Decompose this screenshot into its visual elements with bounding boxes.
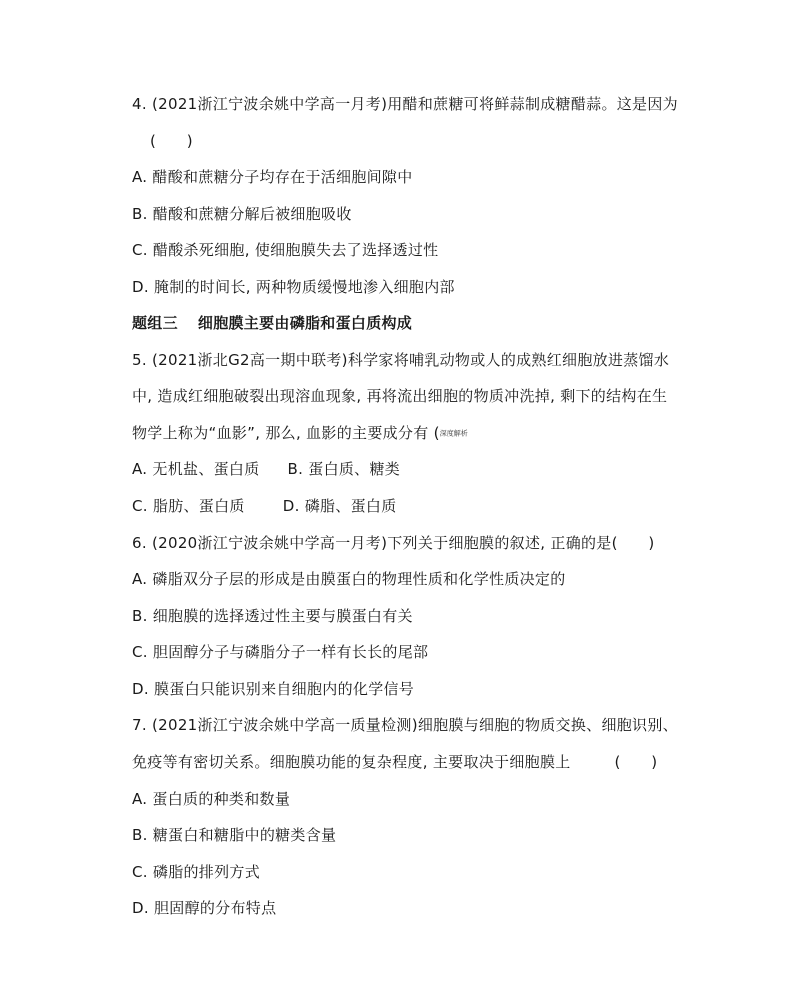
q7-answer-blank: ( ): [614, 753, 658, 771]
q4-option-d: D. 腌制的时间长, 两种物质缓慢地渗入细胞内部: [132, 278, 455, 296]
q7-option-d: D. 胆固醇的分布特点: [132, 899, 277, 917]
q7-stem-line-2-text: 免疫等有密切关系。细胞膜功能的复杂程度, 主要取决于细胞膜上: [132, 753, 571, 771]
q5-stem-line-1: 5. (2021浙北G2高一期中联考)科学家将哺乳动物或人的成熟红细胞放进蒸馏水: [132, 351, 670, 369]
q7-stem-line-1: 7. (2021浙江宁波余姚中学高一质量检测)细胞膜与细胞的物质交换、细胞识别、: [132, 716, 678, 734]
q7-option-c: C. 磷脂的排列方式: [132, 863, 261, 881]
q4-option-c: C. 醋酸杀死细胞, 使细胞膜失去了选择透过性: [132, 241, 439, 259]
q5-stem-line-3: [132, 423, 468, 444]
q5-answer-blank: (: [433, 424, 440, 442]
q5-analysis-note: 深度解析: [439, 429, 468, 438]
q4-answer-blank: ( ): [150, 132, 193, 150]
q5-stem-line-3-text: 物学上称为“血影”, 那么, 血影的主要成分有: [132, 424, 429, 442]
q7-option-a: A. 蛋白质的种类和数量: [132, 790, 291, 808]
q6-stem-line-1: 6. (2020浙江宁波余姚中学高一月考)下列关于细胞膜的叙述, 正确的是( ): [132, 534, 655, 552]
group3-heading: [132, 313, 412, 333]
q5-option-d: D. 磷脂、蛋白质: [282, 497, 397, 515]
q7-option-b: B. 糖蛋白和糖脂中的糖类含量: [132, 826, 337, 844]
q5-stem-line-2: 中, 造成红细胞破裂出现溶血现象, 再将流出细胞的物质冲洗掉, 剩下的结构在生: [132, 387, 668, 405]
group3-label: 题组三: [132, 314, 178, 332]
q5-option-b: B. 蛋白质、糖类: [287, 460, 401, 478]
q5-options-row-1: [132, 459, 400, 479]
q6-option-d: D. 膜蛋白只能识别来自细胞内的化学信号: [132, 680, 415, 698]
q6-option-c: C. 胆固醇分子与磷脂分子一样有长长的尾部: [132, 643, 429, 661]
group3-title: 细胞膜主要由磷脂和蛋白质构成: [197, 314, 413, 332]
q4-option-b: B. 醋酸和蔗糖分解后被细胞吸收: [132, 205, 352, 223]
q5-option-c: C. 脂肪、蛋白质: [132, 497, 245, 515]
q5-options-row-2: [132, 496, 397, 516]
q4-option-a: A. 醋酸和蔗糖分子均存在于活细胞间隙中: [132, 168, 413, 186]
q6-option-b: B. 细胞膜的选择透过性主要与膜蛋白有关: [132, 607, 413, 625]
q7-stem-line-2: [132, 752, 657, 772]
q5-option-a: A. 无机盐、蛋白质: [132, 460, 260, 478]
q4-stem-line-1: 4. (2021浙江宁波余姚中学高一月考)用醋和蔗糖可将鲜蒜制成糖醋蒜。这是因为: [132, 95, 678, 113]
q6-option-a: A. 磷脂双分子层的形成是由膜蛋白的物理性质和化学性质决定的: [132, 570, 566, 588]
